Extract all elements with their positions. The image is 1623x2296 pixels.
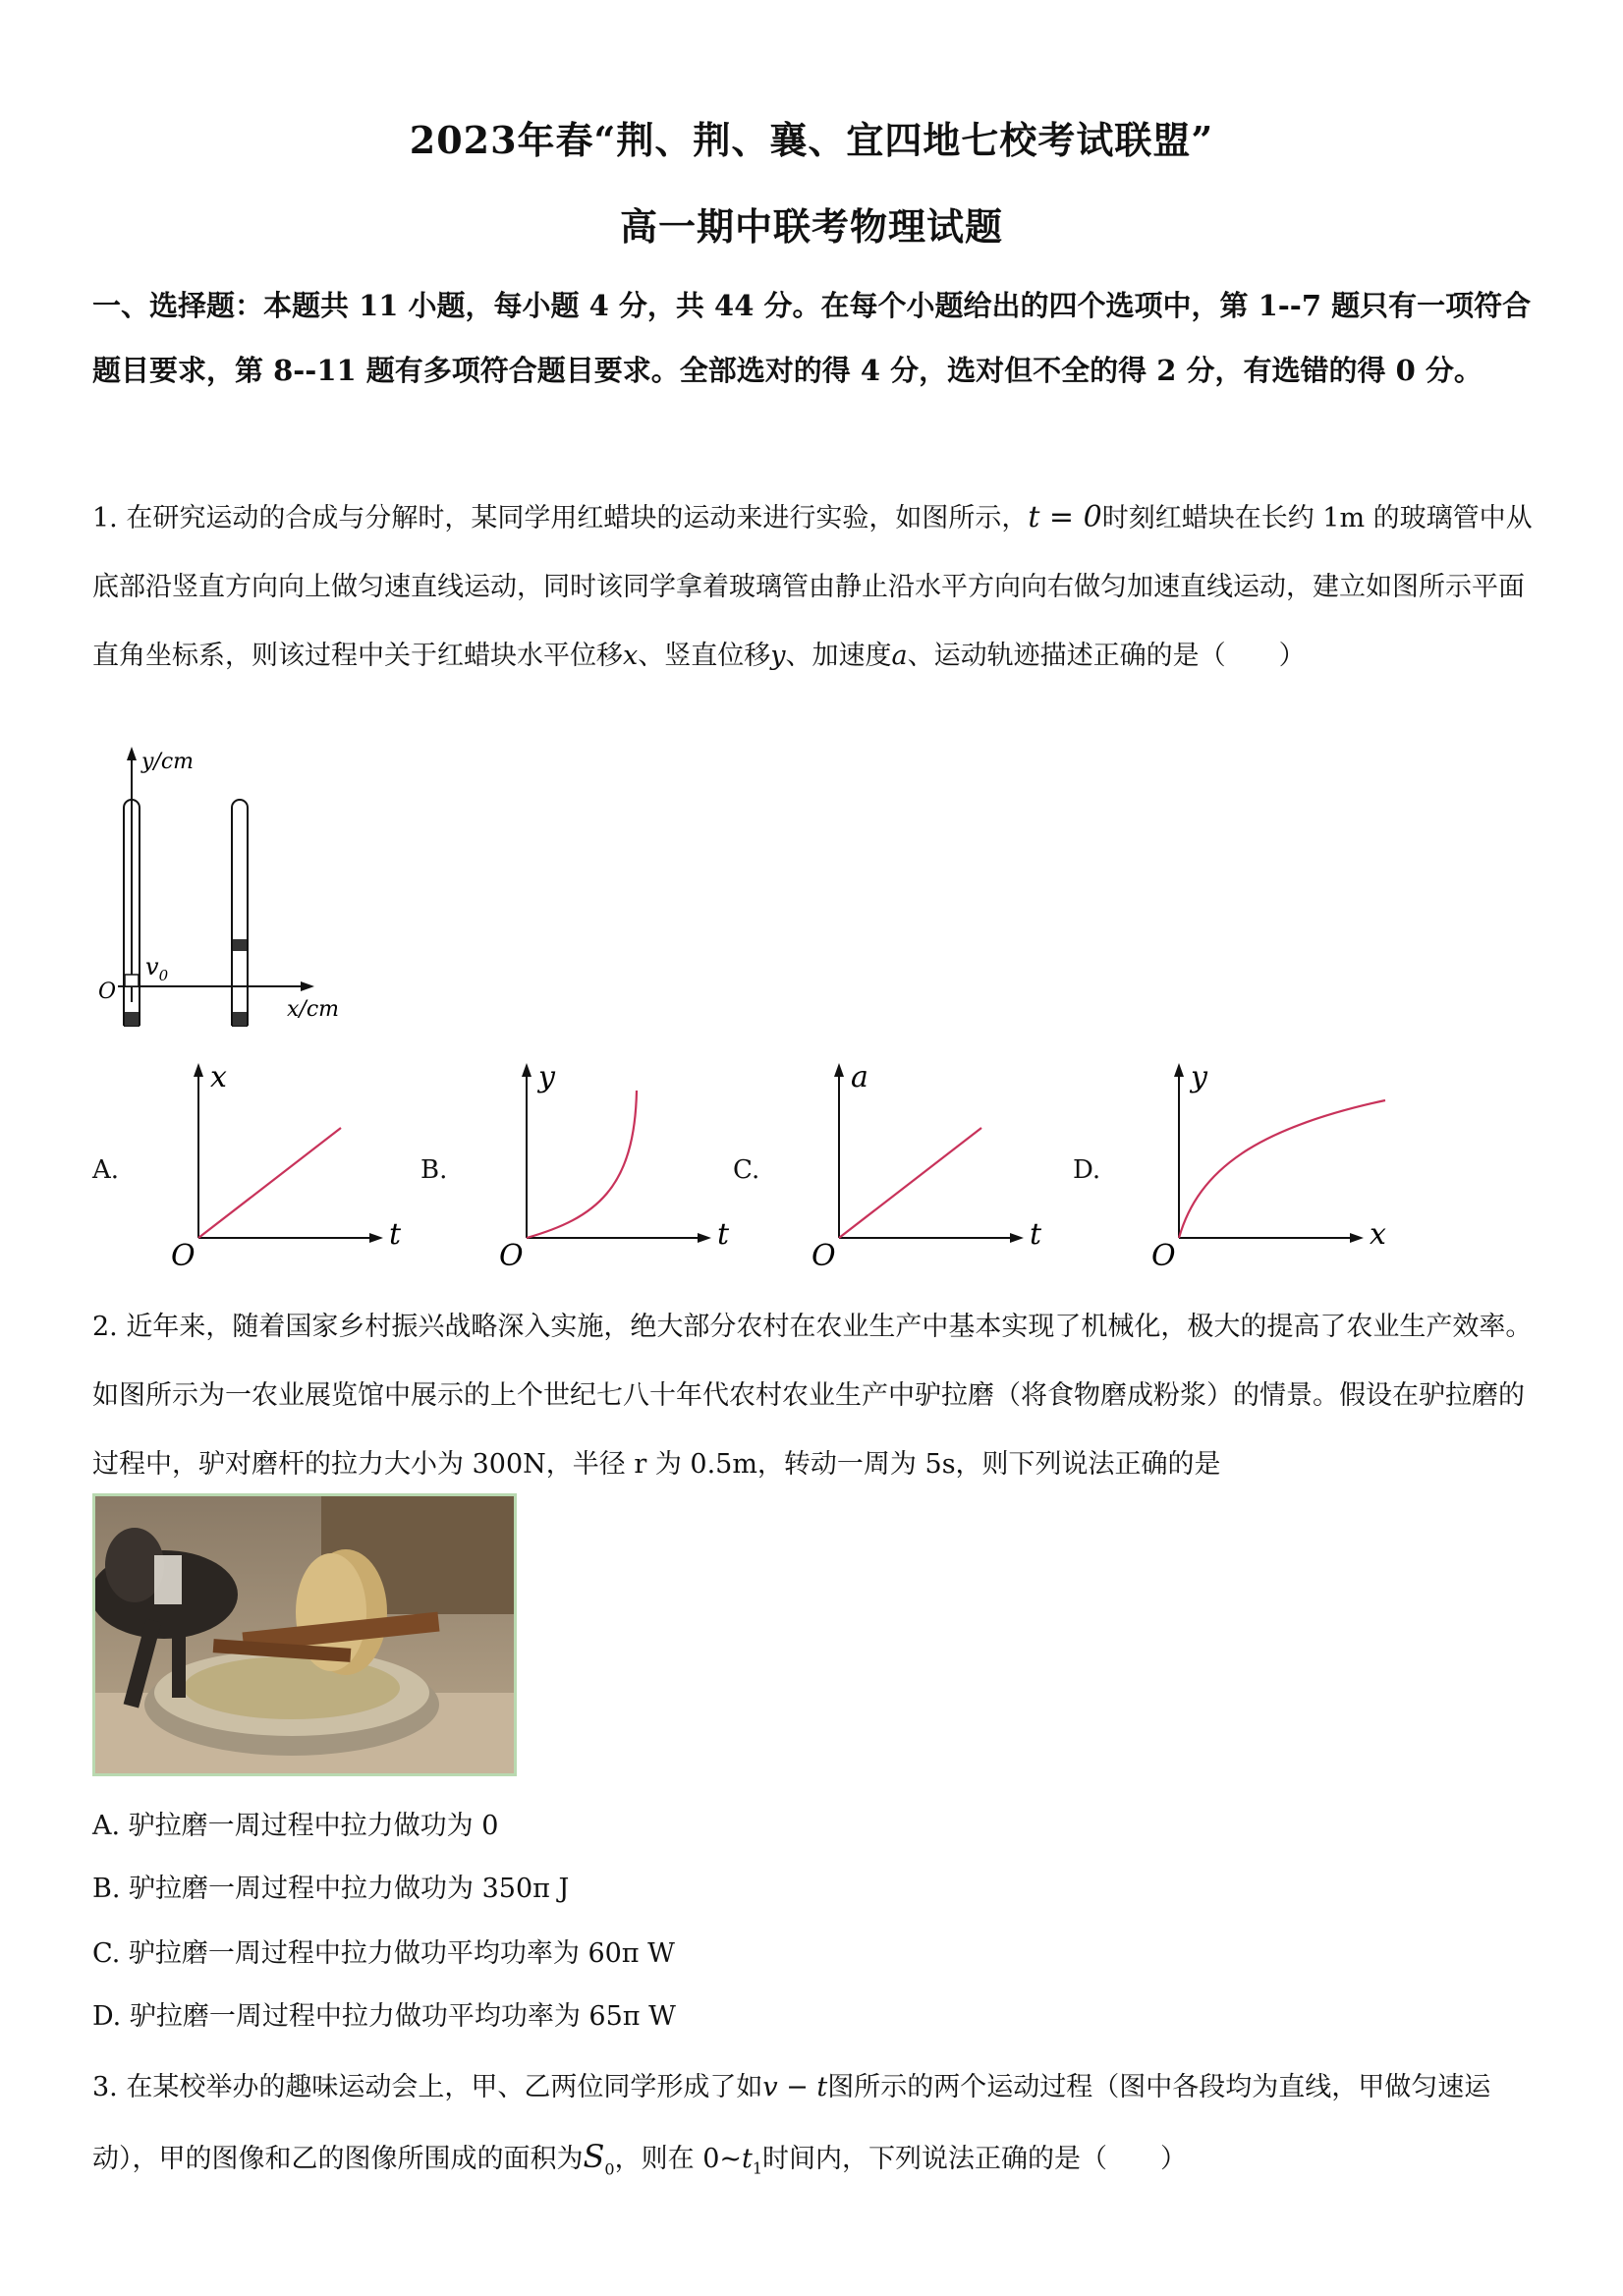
q1-option-xaxis-label: t [717,1217,730,1252]
q1-option-curve [198,1128,341,1238]
q1-option-curve [527,1091,637,1238]
q1-option-origin: O [812,1239,836,1273]
q1-option-curve [1179,1100,1385,1238]
q3-t: $t_1$ [742,2144,763,2178]
q1-fig-xlabel: x/cm [287,997,340,1022]
exam-title-line2: 高一期中联考物理试题 [619,204,1003,249]
tube-right [232,800,248,1026]
q1-text-e: 、运动轨迹描述正确的是（ ） [907,641,1306,671]
q1-option-letter: A. [92,1155,120,1185]
q1-option-xaxis-label: x [1370,1217,1386,1252]
q1-text-b: 时刻红蜡块在长约 1m 的玻璃管中从底部沿竖直方向向上做匀速直线运动，同时该同学拿着玻璃管由静止沿水平方向向右做匀加速直线运动，建立如图所示平面直角坐标系，则该过程中关于红蜡块水平位移 [92,503,1533,671]
q3-vt: v − t [762,2072,828,2102]
q1-option-letter: D. [1073,1155,1101,1185]
q1-option-origin: O [499,1239,524,1273]
question-3-text [92,2053,1546,2204]
q3-text-c: ，则在 0~ [614,2144,742,2174]
donkey-millstone-photo [92,1493,517,1776]
q1-x-var: x [623,641,639,671]
q1-text-c: 、竖直位移 [638,641,771,671]
q1-option-xaxis-label: t [1030,1217,1042,1252]
q1-option-curve [839,1128,981,1238]
q1-fig-origin: O [98,980,117,1004]
q1-option-graph [132,1051,417,1277]
question-1-text [92,483,1546,691]
q3-text-b: 图所示的两个运动过程（图中各段均为直线，甲做匀速运动），甲的图像和乙的图像所围成的面积为 [92,2072,1491,2174]
question-2-text: 2. 近年来，随着国家乡村振兴战略深入实施，绝大部分农村在农业生产中基本实现了机械化，极大的提高了农业生产效率。如图所示为一农业展览馆中展示的上个世纪七八十年代农村农业生产中驴拉磨（将食物磨成粉浆）的情景。假设在驴拉磨的过程中，驴对磨杆的拉力大小为 300N，半径 r 为 0.5m，转动一周为 5s，则下列说法正确的是 [92,1312,1533,1480]
q1-option-xaxis-label: t [389,1217,402,1252]
q1-option-graph [772,1051,1057,1277]
q1-option-yaxis-label: a [851,1060,868,1094]
q1-t0: t = 0 [1028,500,1102,534]
q1-text-d: 、加速度 [785,641,892,671]
q1-tube-figure [88,737,364,1032]
q2-option-c: C. 驴拉磨一周过程中拉力做功平均功率为 60π W [92,1938,675,1969]
q2-option-a: A. 驴拉磨一周过程中拉力做功为 0 [92,1811,499,1841]
q1-option-letter: B. [420,1155,448,1185]
q1-a-var: a [891,641,908,671]
q3-S: $S_0$ [583,2138,615,2179]
exam-title-line1: 2023年春“荆、荆、襄、宜四地七校考试联盟” [409,118,1214,162]
section-instructions: 一、选择题：本题共 11 小题，每小题 4 分，共 44 分。在每个小题给出的四个选项中，第 1--7 题只有一项符合题目要求，第 8--11 题有多项符合题目要求。全部选对的得 4 分，选对但不全的得 2 分，有选错的得 0 分。 [92,289,1532,387]
q2-option-d: D. 驴拉磨一周过程中拉力做功平均功率为 65π W [92,2001,676,2032]
q1-fig-v0: $v_0$ [145,953,169,984]
q1-option-yaxis-label: x [210,1060,227,1094]
q3-text-a: 3. 在某校举办的趣味运动会上，甲、乙两位同学形成了如 [92,2072,763,2102]
q1-y-var: y [770,641,786,671]
q3-text-d: 时间内，下列说法正确的是（ ） [762,2144,1188,2174]
q1-option-letter: C. [733,1155,760,1185]
wax-block-left [125,975,139,986]
q1-option-graph [1112,1051,1397,1277]
q1-option-yaxis-label: y [1191,1060,1207,1094]
q1-option-graph [460,1051,745,1277]
q1-option-yaxis-label: y [538,1060,555,1094]
q1-option-origin: O [171,1239,196,1273]
q2-option-b: B. 驴拉磨一周过程中拉力做功为 350π J [92,1874,570,1904]
q1-option-origin: O [1151,1239,1176,1273]
wax-block-right [233,939,247,951]
q1-fig-ylabel: y/cm [141,750,195,774]
q1-text-a: 1. 在研究运动的合成与分解时，某同学用红蜡块的运动来进行实验，如图所示， [92,503,1029,533]
